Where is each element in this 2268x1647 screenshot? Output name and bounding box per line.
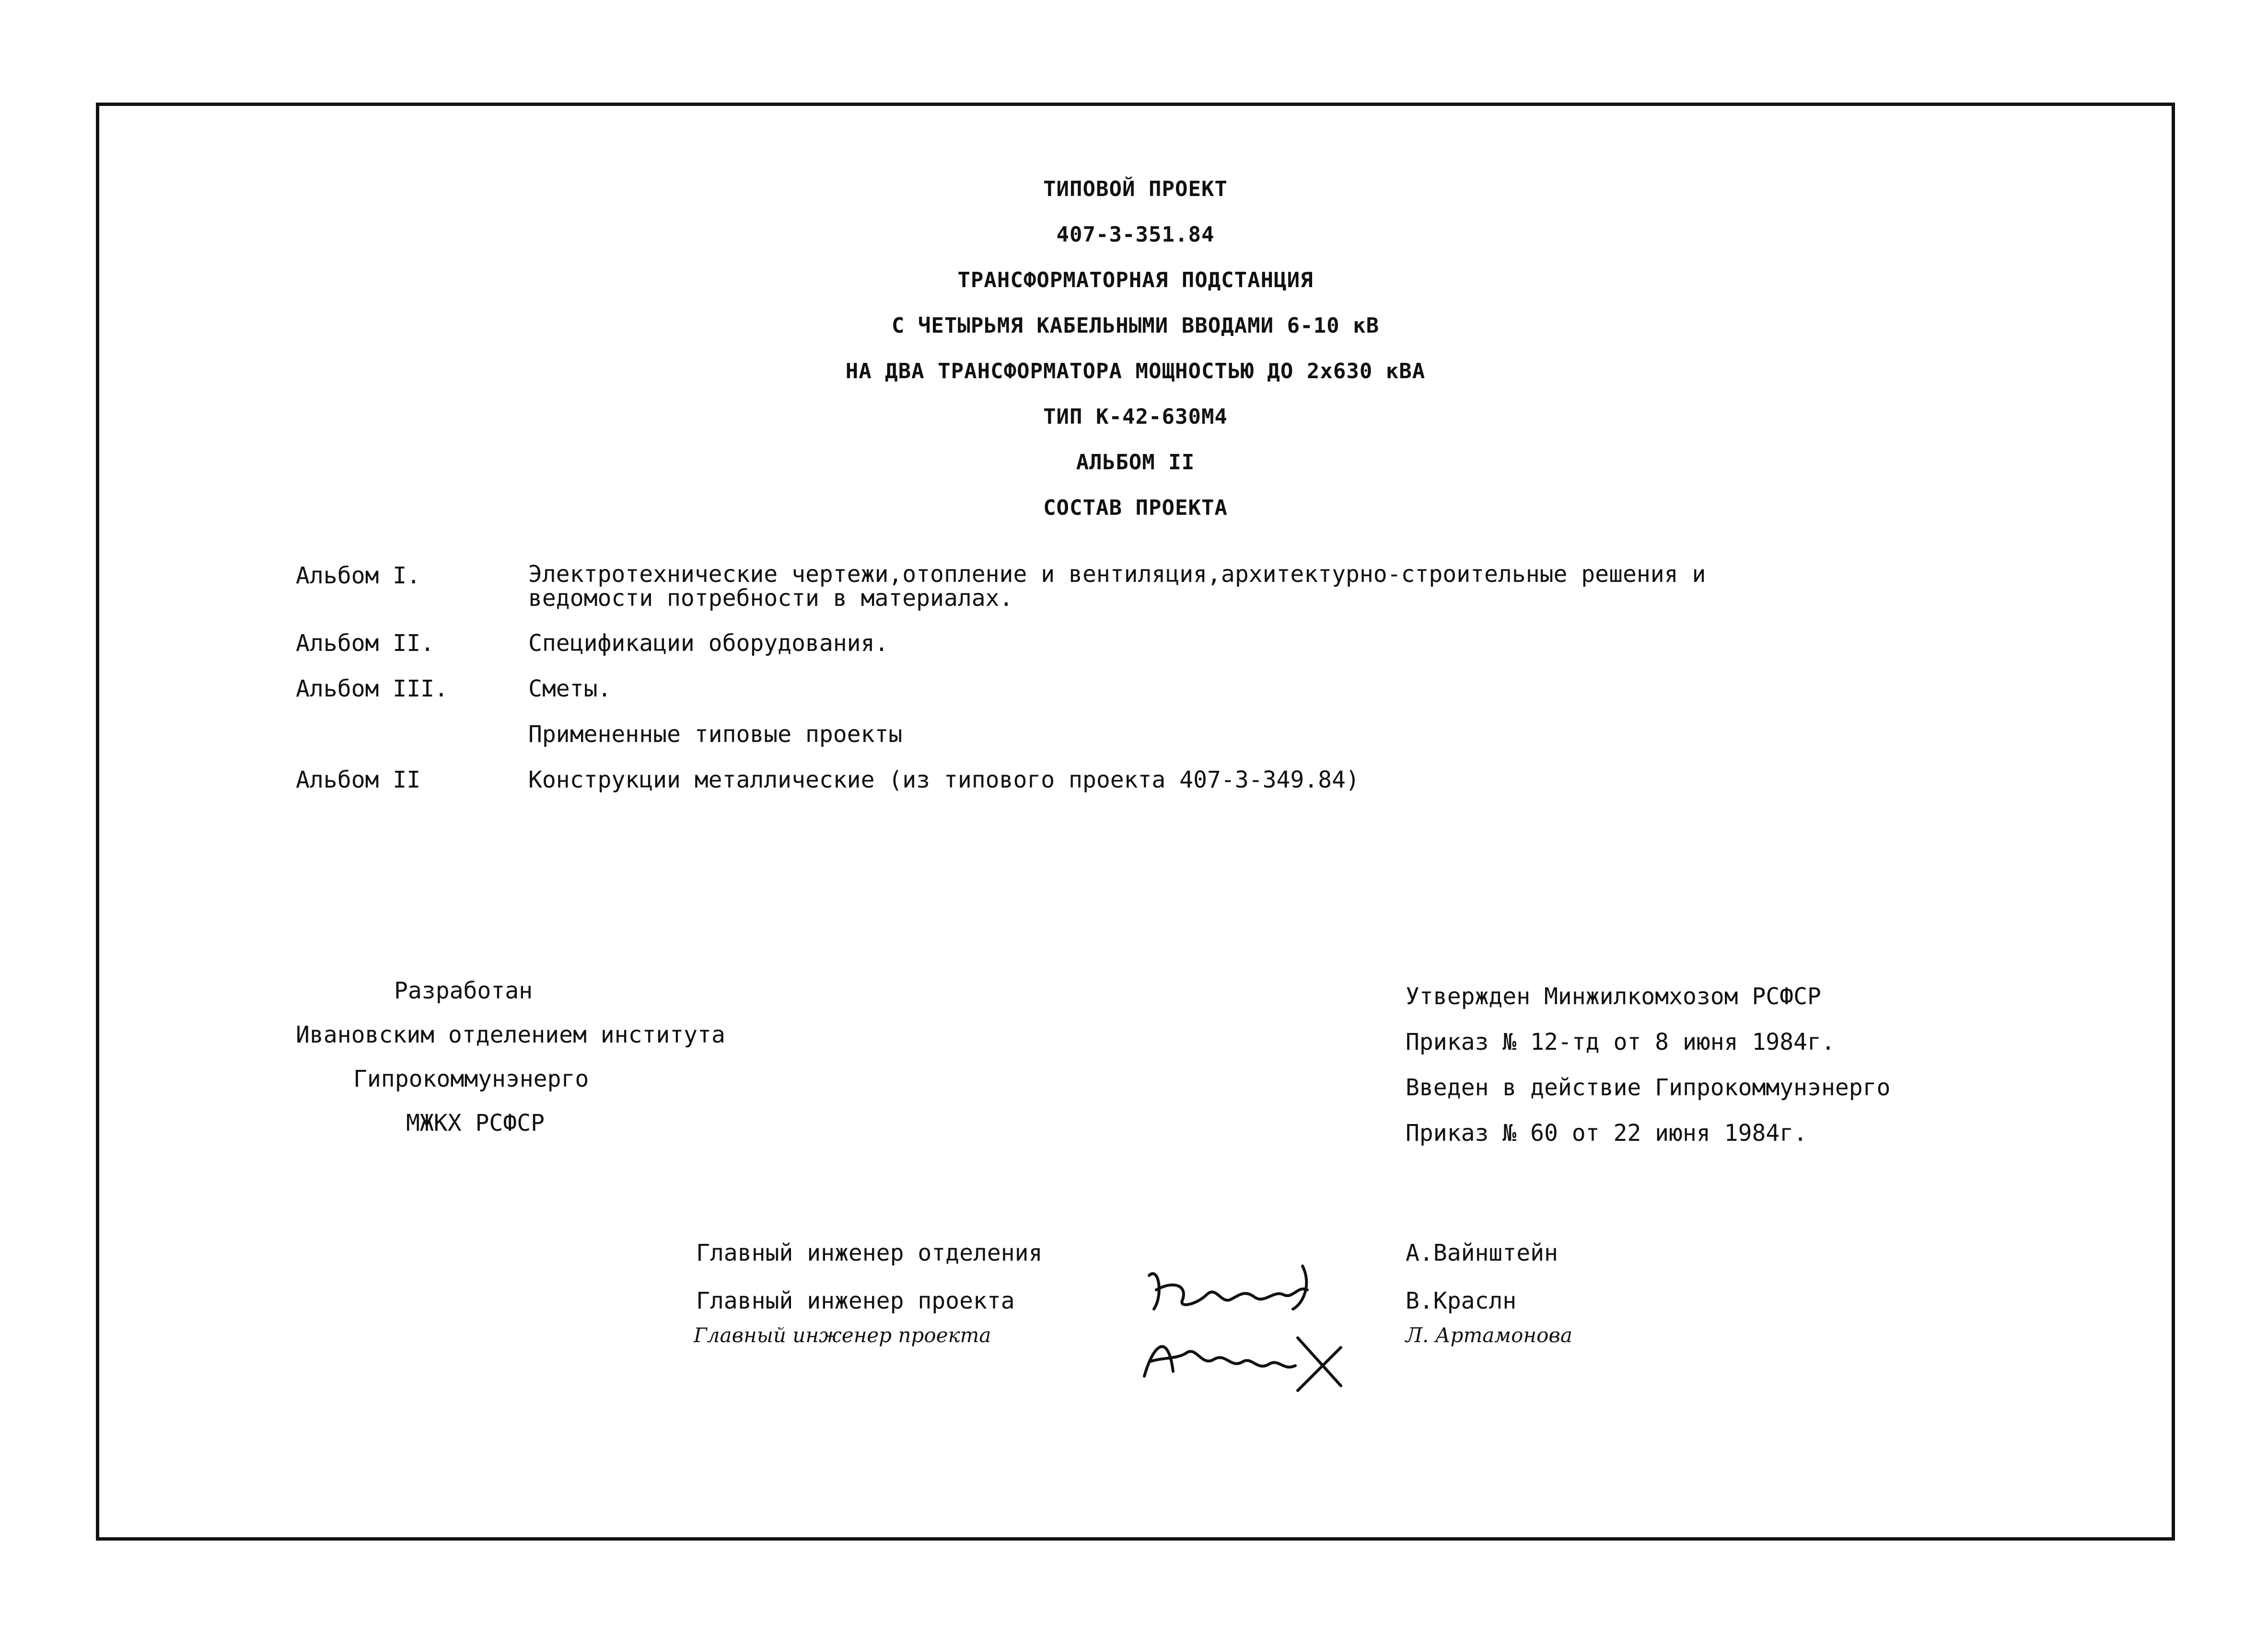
album-desc-3: Сметы. (528, 675, 612, 702)
title-line-contents: СОСТАВ ПРОЕКТА (1043, 496, 1228, 520)
developed-ministry: МЖКХ РСФСР (406, 1110, 545, 1137)
role-chief-engineer-department: Главный инженер отделения (696, 1240, 1043, 1266)
album-label-2: Альбом II. (296, 630, 434, 657)
name-vainshtein: А.Вайнштейн (1406, 1240, 1558, 1266)
album-desc-2: Спецификации оборудования. (528, 630, 889, 657)
project-number: 407-3-351.84 (1056, 222, 1215, 247)
approved-by: Утвержден Минжилкомхозом РСФСР (1406, 983, 1821, 1010)
developed-label: Разработан (394, 977, 533, 1004)
album-label-5: Альбом II (296, 766, 421, 793)
role-chief-engineer-project: Главный инженер проекта (696, 1287, 1015, 1314)
title-line-album: АЛЬБОМ II (1076, 450, 1195, 475)
developed-institute: Гипрокоммунэнерго (353, 1066, 589, 1092)
album-label-3: Альбом III. (296, 675, 448, 702)
album-desc-5: Конструкции металлические (из типового проекта 407-3-349.84) (528, 766, 1360, 793)
approved-order-2: Приказ № 60 от 22 июня 1984г. (1406, 1120, 1808, 1147)
album-desc-1: Электротехнические чертежи,отопление и вентиляция,архитектурно-строительные решения и ведомости потребности в материалах. (528, 561, 1706, 612)
developed-org: Ивановским отделением института (296, 1021, 725, 1048)
title-line-3: ТРАНСФОРМАТОРНАЯ ПОДСТАНЦИЯ (957, 268, 1314, 292)
album-desc-4: Примененные типовые проекты (528, 721, 903, 748)
signature-image (1130, 1256, 1360, 1410)
enacted-by: Введен в действие Гипрокоммунэнерго (1406, 1074, 1891, 1101)
document-frame (96, 103, 2175, 1541)
title-line-5: НА ДВА ТРАНСФОРМАТОРА МОЩНОСТЬЮ ДО 2х630 кВА (845, 359, 1426, 383)
title-line-4: С ЧЕТЫРЬМЯ КАБЕЛЬНЫМИ ВВОДАМИ 6-10 кВ (891, 313, 1380, 338)
name-krasln: В.Краслн (1406, 1287, 1517, 1314)
album-label-1: Альбом I. (296, 562, 421, 589)
approved-order-1: Приказ № 12-тд от 8 июня 1984г. (1406, 1029, 1835, 1055)
title-line-1: ТИПОВОЙ ПРОЕКТ (1043, 177, 1228, 201)
handwritten-name: Л. Артамонова (1406, 1323, 1572, 1347)
handwritten-role: Главный инженер проекта (694, 1323, 991, 1347)
title-line-type: ТИП К-42-630М4 (1043, 405, 1228, 429)
